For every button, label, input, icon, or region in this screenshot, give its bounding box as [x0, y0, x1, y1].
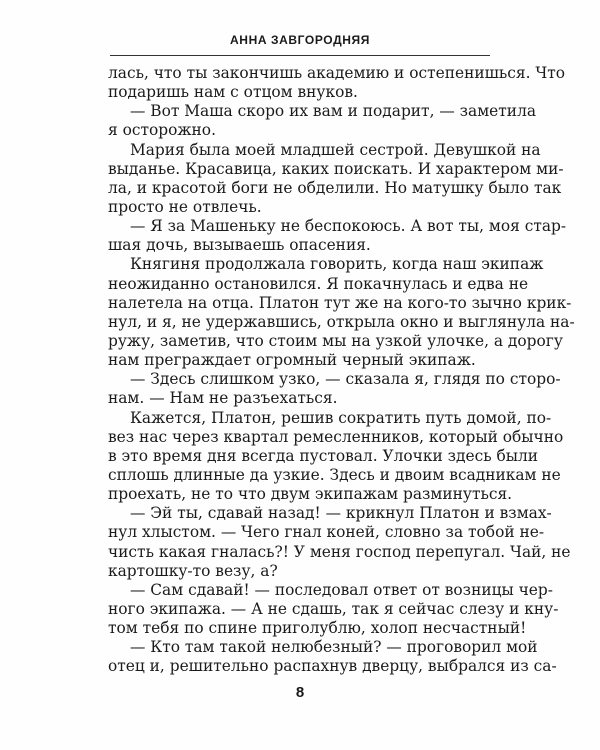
text-line: лась, что ты закончишь академию и остепенишься. Что [108, 64, 566, 82]
text-line: отец и, решительно распахнув дверцу, выбрался из са- [108, 657, 557, 676]
page-number: 8 [295, 684, 305, 701]
running-head-author: АННА ЗАВГОРОДНЯЯ [230, 33, 370, 47]
header-rule [110, 55, 490, 56]
text-line: ружу, заметив, что стоим мы на узкой улочке, а дорогу [108, 331, 563, 350]
text-line: выданье. Красавица, каких поискать. И характером ми- [108, 159, 564, 178]
text-line: Кажется, Платон, решив сократить путь домой, по- [130, 408, 552, 427]
text-line: нул хлыстом. — Чего гнал коней, словно за тобой не- [108, 523, 545, 542]
text-line: нам. — Нам не разъехаться. [108, 389, 338, 408]
body-text [108, 64, 575, 677]
text-line: нул, и я, не удержавшись, открыла окно и выглянула на- [108, 312, 575, 331]
text-line: вез нас через квартал ремесленников, который обычно [108, 427, 564, 446]
text-line: просто не отвлечь. [108, 197, 262, 216]
text-line: ного экипажа. — А не сдашь, так я сейчас слезу и кну- [108, 599, 559, 618]
text-line: сплошь длинные да узкие. Здесь и двоим всадникам не [108, 465, 561, 484]
text-line: — Эй ты, сдавай назад! — крикнул Платон и взмах- [130, 504, 552, 523]
text-line: неожиданно остановился. Я покачнулась и едва не [108, 274, 529, 293]
text-line: я осторожно. [108, 121, 216, 140]
text-line: чисть какая гналась?! У меня господ перепугал. Чай, не [108, 542, 571, 561]
text-line: подаришь нам с отцом внуков. [108, 83, 358, 102]
text-line: Княгиня продолжала говорить, когда наш экипаж [130, 255, 544, 274]
text-line: том тебя по спине приголублю, холоп несчастный! [108, 619, 527, 638]
text-line: — Кто там такой нелюбезный? — проговорил мой [130, 638, 538, 657]
text-line: ла, и красотой боги не обделили. Но матушку было так [108, 178, 562, 197]
text-line: — Здесь слишком узко, — сказала я, глядя по сторо- [130, 370, 561, 389]
text-line: шая дочь, вызываешь опасения. [108, 236, 371, 255]
text-line: — Вот Маша скоро их вам и подарит, — заметила [130, 102, 537, 121]
text-line: Мария была моей младшей сестрой. Девушкой на [130, 140, 541, 159]
text-line: нам преграждает огромный черный экипаж. [108, 351, 476, 370]
text-line: проехать, не то что двум экипажам разминуться. [108, 485, 513, 504]
text-line: налетела на отца. Платон тут же на кого-то зычно крик- [108, 293, 572, 312]
text-line: — Сам сдавай! — последовал ответ от возницы чер- [130, 580, 553, 599]
text-line: в это время дня всегда пустовал. Улочки здесь были [108, 446, 539, 465]
text-line: — Я за Машеньку не беспокоюсь. А вот ты, моя стар- [130, 217, 567, 236]
text-line: картошку-то везу, а? [108, 561, 278, 580]
